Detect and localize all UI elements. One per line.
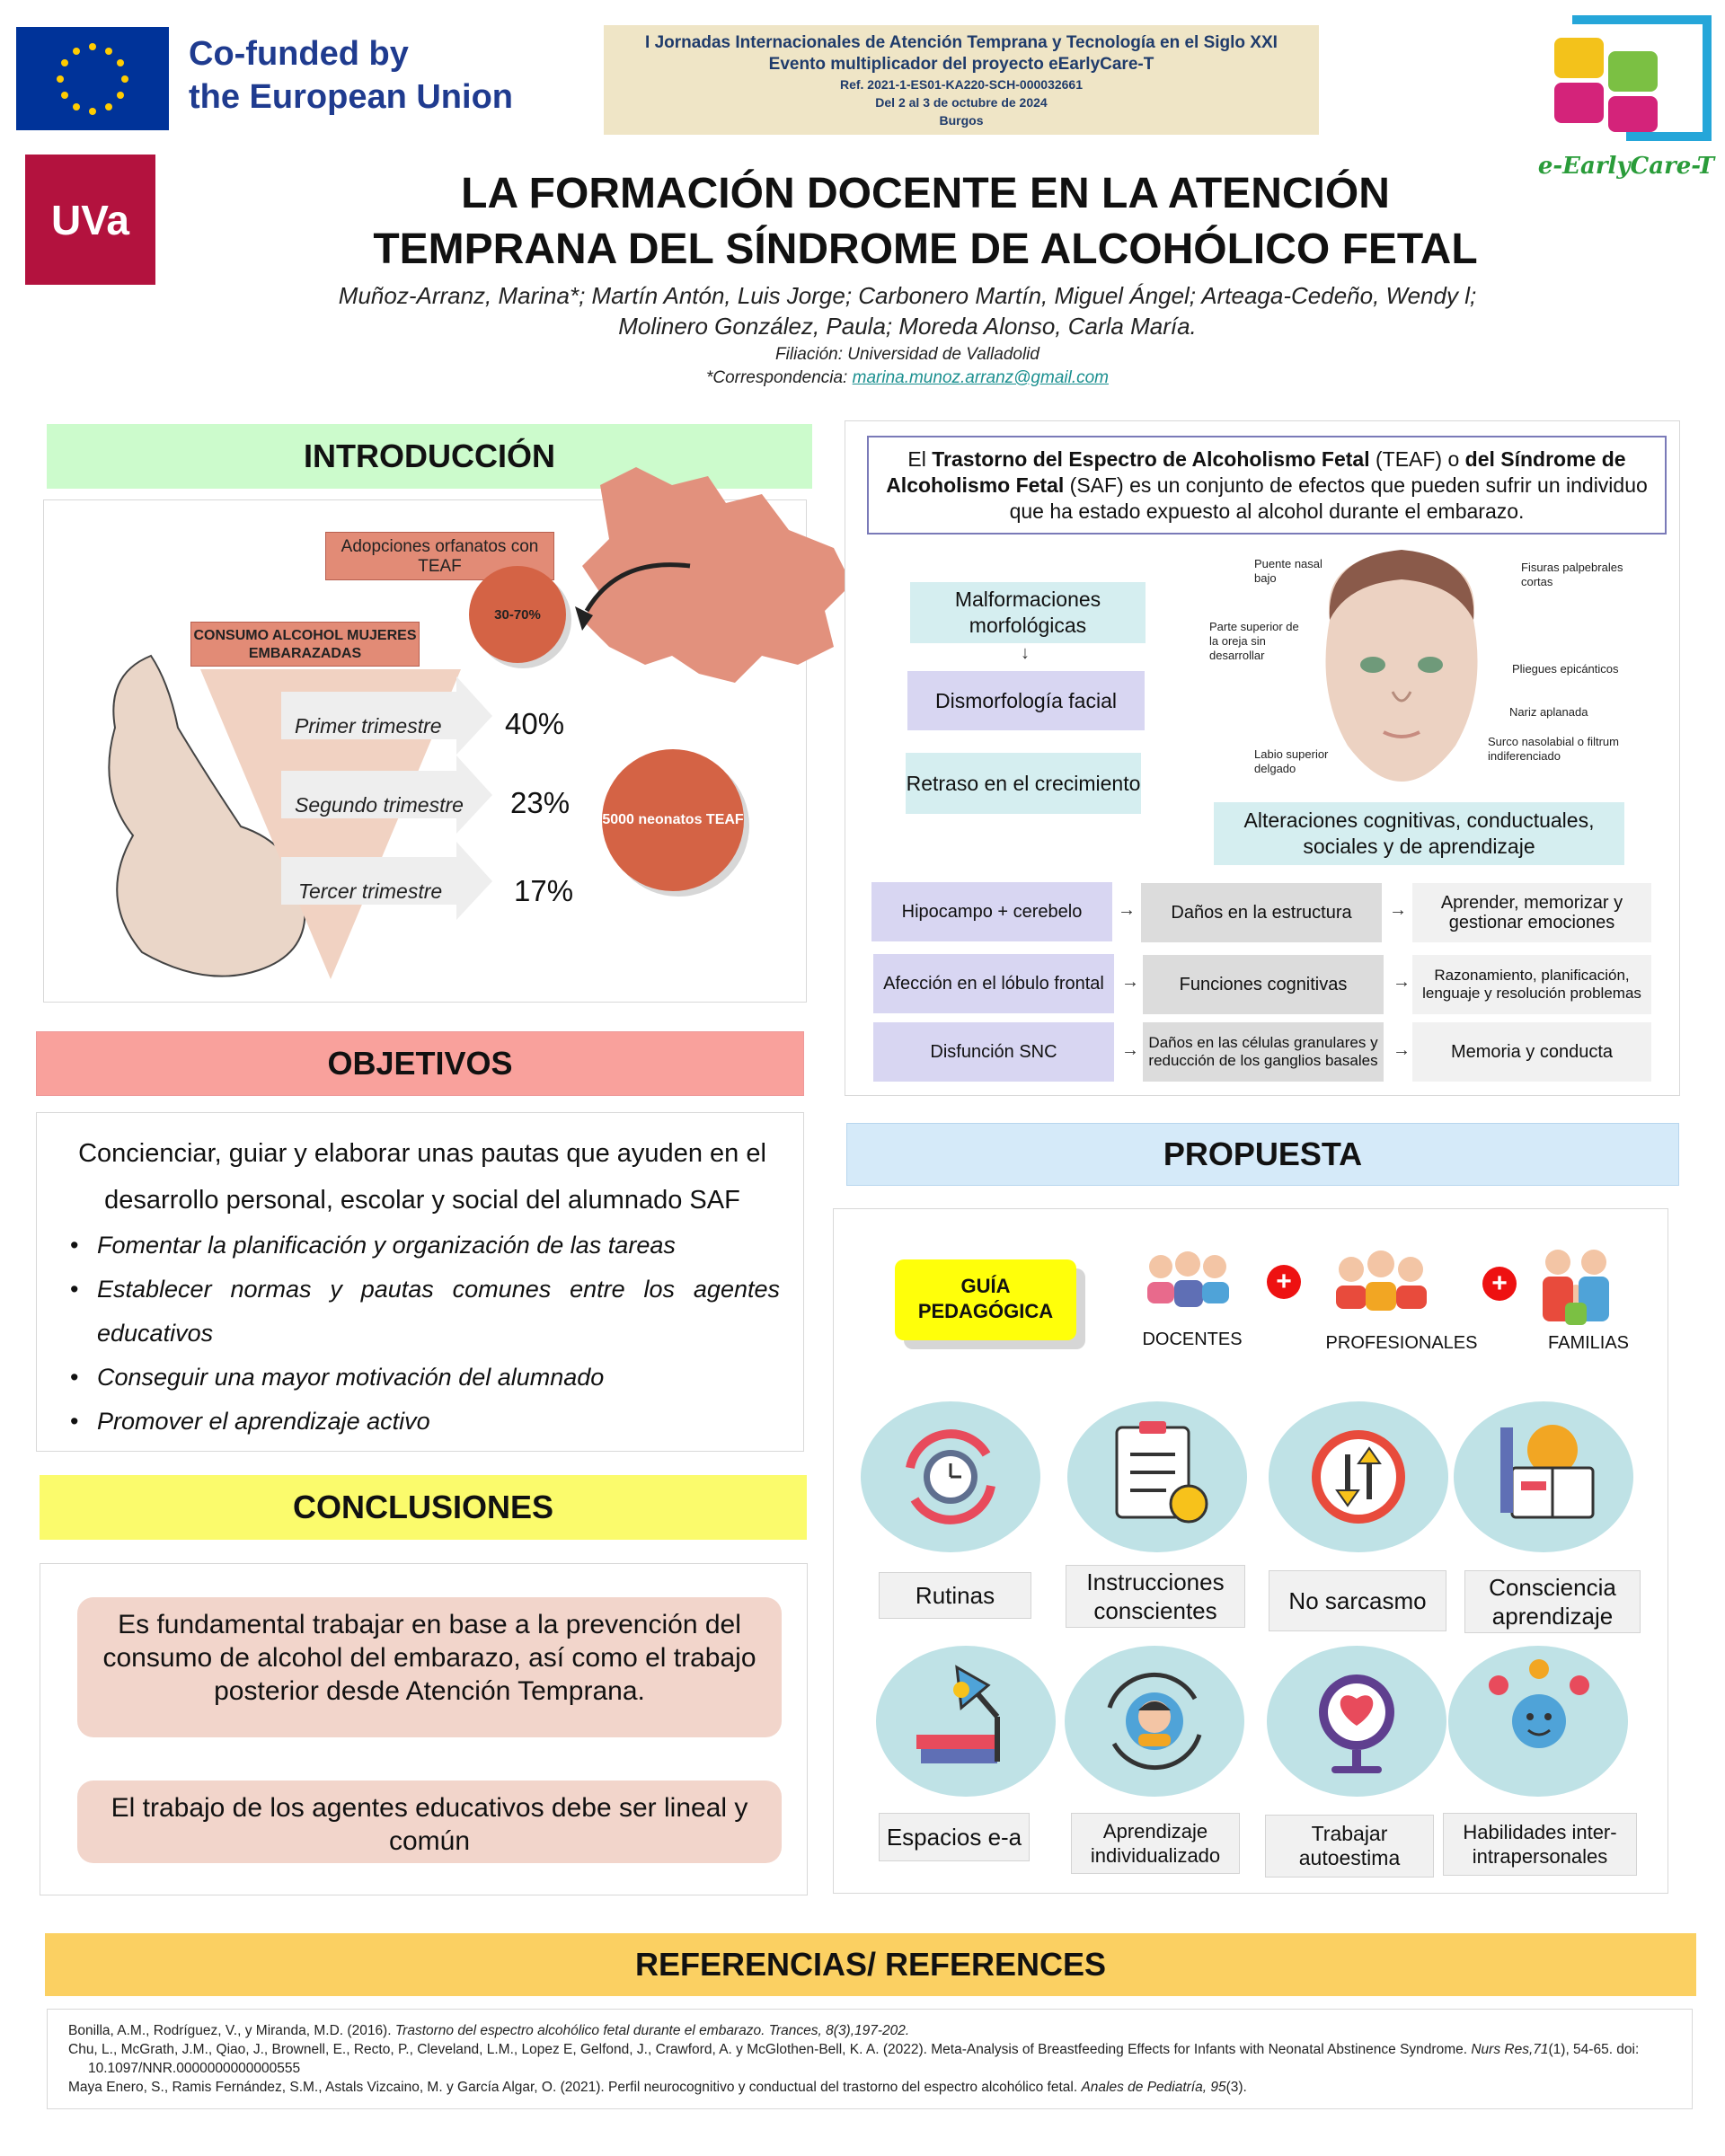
professionals-icon bbox=[1336, 1250, 1427, 1311]
event-title: I Jornadas Internacionales de Atención Temprana y Tecnología en el Siglo XXI bbox=[645, 33, 1278, 52]
definition-bold-1: Trastorno del Espectro de Alcoholismo Fetal bbox=[932, 447, 1370, 471]
arrows-updown-icon bbox=[1312, 1430, 1405, 1524]
correspondence bbox=[234, 367, 1581, 390]
definition-text-3: (SAF) es un conjunto de efectos que pueden sufrir un individuo que ha estado expuesto al alcohol durante el embarazo. bbox=[1009, 473, 1648, 523]
correspondence-email-link[interactable]: marina.munoz.arranz@gmail.com bbox=[852, 368, 1110, 387]
event-city: Burgos bbox=[939, 113, 984, 128]
adopciones-label: Adopciones orfanatos con TEAF bbox=[325, 532, 554, 580]
section-heading-objetivos: OBJETIVOS bbox=[36, 1031, 804, 1096]
alteraciones-box: Alteraciones cognitivas, conductuales, sociales y de aprendizaje bbox=[1214, 802, 1624, 865]
face-label-puente: Puente nasal bajo bbox=[1254, 557, 1322, 585]
event-subtitle: Evento multiplicador del proyecto eEarlyCare-T bbox=[768, 55, 1154, 74]
conclusion-box-2: El trabajo de los agentes educativos debe ser lineal y común bbox=[77, 1780, 782, 1863]
right-arrow-icon: → bbox=[1393, 1040, 1411, 1060]
uva-logo: UVa bbox=[25, 155, 155, 285]
propuesta-label-consciencia: Consciencia aprendizaje bbox=[1464, 1570, 1641, 1633]
authors-line-2: Molinero González, Paula; Moreda Alonso, Carla María. bbox=[618, 313, 1197, 340]
dismorfologia-box: Dismorfología facial bbox=[907, 671, 1145, 730]
reference-item bbox=[68, 2078, 1676, 2097]
face-label-nariz: Nariz aplanada bbox=[1509, 705, 1588, 719]
propuesta-label-autoestima: Trabajar autoestima bbox=[1265, 1815, 1434, 1878]
clock-cycle-icon bbox=[910, 1434, 991, 1520]
profesionales-label: PROFESIONALES bbox=[1325, 1333, 1478, 1353]
down-arrow-icon: ↓ bbox=[1021, 643, 1030, 663]
objetivos-main-text: Concienciar, guiar y elaborar unas pautas que ayuden en el desarrollo personal, escolar y social del alumnado SAF bbox=[78, 1139, 766, 1215]
guia-pedagogica-badge: GUÍA PEDAGÓGICA bbox=[895, 1259, 1076, 1340]
eearlycare-logo bbox=[1536, 11, 1716, 181]
flow-b-3: Daños en las células granulares y reducción de los ganglios basales bbox=[1143, 1022, 1384, 1082]
section-heading-introduccion: INTRODUCCIÓN bbox=[47, 424, 812, 489]
familias-label: FAMILIAS bbox=[1547, 1333, 1630, 1353]
plus-icon: + bbox=[1482, 1267, 1517, 1301]
face-label-fisuras: Fisuras palpebrales cortas bbox=[1521, 561, 1623, 588]
eu-line-1: Co-funded by bbox=[189, 35, 409, 73]
authors-line-1: Muñoz-Arranz, Marina*; Martín Antón, Luis Jorge; Carbonero Martín, Miguel Ángel; Arteaga-Cedeño, Wendy l; bbox=[338, 282, 1477, 309]
trimester-pct-3: 17% bbox=[514, 874, 574, 907]
retraso-box: Retraso en el crecimiento bbox=[906, 753, 1141, 814]
face-label-oreja: Parte superior de la oreja sin desarrollar bbox=[1209, 620, 1299, 662]
flow-b-2: Funciones cognitivas bbox=[1143, 955, 1384, 1014]
right-arrow-icon: → bbox=[1393, 972, 1411, 992]
face-label-pliegues: Pliegues epicánticos bbox=[1512, 662, 1619, 676]
trimester-label-3: Tercer trimestre bbox=[298, 879, 443, 903]
right-arrow-icon: → bbox=[1121, 1040, 1139, 1060]
propuesta-icons-row-2 bbox=[876, 1646, 1649, 1798]
social-network-icon bbox=[1489, 1659, 1589, 1748]
propuesta-label-espacios: Espacios e-a bbox=[879, 1813, 1030, 1861]
checklist-bulb-icon bbox=[1117, 1421, 1207, 1522]
flow-c-1: Aprender, memorizar y gestionar emociones bbox=[1412, 883, 1651, 942]
intro-graphics bbox=[43, 431, 852, 1006]
propuesta-label-instrucciones: Instrucciones conscientes bbox=[1066, 1565, 1245, 1628]
propuesta-label-aprendizaje: Aprendizaje individualizado bbox=[1071, 1813, 1240, 1874]
reference-journal: Nurs Res,71 bbox=[1471, 2042, 1549, 2057]
affiliation: Filiación: Universidad de Valladolid bbox=[775, 345, 1039, 364]
reference-journal: Anales de Pediatría, 95 bbox=[1081, 2080, 1226, 2095]
right-arrow-icon: → bbox=[1118, 900, 1136, 920]
docentes-label: DOCENTES bbox=[1142, 1330, 1243, 1349]
face-label-surco: Surco nasolabial o filtrum indiferenciado bbox=[1488, 735, 1619, 763]
eearlycare-logo-text: e-EarlyCare-T bbox=[1537, 153, 1715, 180]
list-item: • Establecer normas y pautas comunes entre los agentes educativos bbox=[97, 1268, 780, 1356]
heart-mirror-icon bbox=[1319, 1674, 1394, 1773]
list-item: • Promover el aprendizaje activo bbox=[97, 1400, 780, 1444]
affiliation-block bbox=[234, 343, 1581, 390]
trimester-pct-1: 40% bbox=[505, 707, 565, 740]
face-label-labio: Labio superior delgado bbox=[1254, 747, 1329, 775]
list-item: • Fomentar la planificación y organización de las tareas bbox=[97, 1224, 780, 1268]
flow-b-1: Daños en la estructura bbox=[1141, 883, 1382, 942]
event-info-box bbox=[604, 25, 1319, 135]
reference-title: Trastorno del espectro alcohólico fetal durante el embarazo. Trances, 8(3),197-202. bbox=[394, 2023, 910, 2038]
definition-box bbox=[867, 436, 1667, 535]
definition-text-1: El bbox=[907, 447, 933, 471]
eu-flag-logo bbox=[16, 27, 169, 130]
objetivos-list bbox=[97, 1224, 780, 1444]
reference-item bbox=[68, 2040, 1676, 2078]
list-item: • Conseguir una mayor motivación del alumnado bbox=[97, 1356, 780, 1400]
reference-issue: (3). bbox=[1225, 2080, 1247, 2095]
eu-cofunded-text bbox=[189, 32, 513, 119]
title-line-2: TEMPRANA DEL SÍNDROME DE ALCOHÓLICO FETAL bbox=[373, 225, 1478, 273]
section-heading-conclusiones: CONCLUSIONES bbox=[40, 1475, 807, 1540]
propuesta-label-habilidades: Habilidades inter-intrapersonales bbox=[1443, 1813, 1637, 1876]
propuesta-label-rutinas: Rutinas bbox=[879, 1572, 1031, 1619]
correspondence-label: *Correspondencia: bbox=[705, 368, 853, 387]
families-icon bbox=[1543, 1250, 1609, 1325]
trimester-label-2: Segundo trimestre bbox=[295, 793, 464, 817]
title-line-1: LA FORMACIÓN DOCENTE EN LA ATENCIÓN bbox=[461, 170, 1390, 217]
trimester-pct-2: 23% bbox=[510, 786, 571, 819]
reference-item bbox=[68, 2021, 1676, 2040]
flow-a-3: Disfunción SNC bbox=[873, 1022, 1114, 1082]
propuesta-icons-row-1 bbox=[861, 1401, 1651, 1554]
section-heading-propuesta: PROPUESTA bbox=[846, 1123, 1679, 1186]
consumo-alcohol-label: CONSUMO ALCOHOL MUJERES EMBARAZADAS bbox=[190, 622, 420, 667]
teachers-icon bbox=[1147, 1251, 1229, 1307]
reference-doi: (1), 54-65. doi: 10.1097/NNR.0000000000000555 bbox=[88, 2042, 1640, 2076]
propuesta-label-no-sarcasmo: No sarcasmo bbox=[1269, 1570, 1446, 1631]
references-list bbox=[68, 2021, 1676, 2097]
flow-a-2: Afección en el lóbulo frontal bbox=[873, 954, 1114, 1013]
poster-title bbox=[270, 166, 1581, 278]
flow-a-1: Hipocampo + cerebelo bbox=[871, 882, 1112, 941]
student-cycle-icon bbox=[1110, 1674, 1199, 1767]
event-dates: Del 2 al 3 de octubre de 2024 bbox=[875, 95, 1048, 110]
definition-bold-2: del Síndrome de Alcoholismo Fetal bbox=[886, 447, 1626, 497]
plus-icon: + bbox=[1267, 1265, 1301, 1299]
reference-authors: Chu, L., McGrath, J.M., Qiao, J., Brownell, E., Recto, P., Cleveland, L.M., Lopez E, Gelfond, J., Crawford, A. y McGlothen-Bell, K. A. (2022). Meta-Analysis of Breastfeeding Effects for Infants with Neonatal Abstinence Syndrome. bbox=[68, 2042, 1472, 2057]
adopciones-percent-circle: 30-70% bbox=[469, 566, 566, 663]
authors bbox=[234, 280, 1581, 341]
stakeholder-icons bbox=[1143, 1244, 1628, 1334]
reference-authors: Maya Enero, S., Ramis Fernández, S.M., Astals Vizcaino, M. y García Algar, O. (2021). Perfil neurocognitivo y conductual del trastorno del espectro alcohólico fetal. bbox=[68, 2080, 1082, 2095]
desk-lamp-books-icon bbox=[916, 1667, 997, 1763]
flow-c-3: Memoria y conducta bbox=[1412, 1022, 1651, 1082]
section-heading-referencias: REFERENCIAS/ REFERENCES bbox=[45, 1933, 1696, 1996]
flow-c-2: Razonamiento, planificación, lenguaje y resolución problemas bbox=[1412, 955, 1651, 1014]
trimester-label-1: Primer trimestre bbox=[295, 714, 442, 738]
right-arrow-icon: → bbox=[1389, 900, 1407, 920]
malformaciones-box: Malformaciones morfológicas bbox=[910, 582, 1146, 643]
reference-authors: Bonilla, A.M., Rodríguez, V., y Miranda, M.D. (2016). bbox=[68, 2023, 395, 2038]
definition-text-2: (TEAF) o bbox=[1369, 447, 1465, 471]
event-ref: Ref. 2021-1-ES01-KA220-SCH-000032661 bbox=[839, 77, 1084, 92]
neonatos-circle: 5000 neonatos TEAF bbox=[602, 749, 744, 891]
right-arrow-icon: → bbox=[1121, 972, 1139, 992]
book-gear-icon bbox=[1500, 1425, 1593, 1517]
conclusion-box-1: Es fundamental trabajar en base a la prevención del consumo de alcohol del embarazo, así como el trabajo posterior desde Atención Temprana. bbox=[77, 1597, 782, 1737]
eu-line-2: the European Union bbox=[189, 78, 513, 116]
